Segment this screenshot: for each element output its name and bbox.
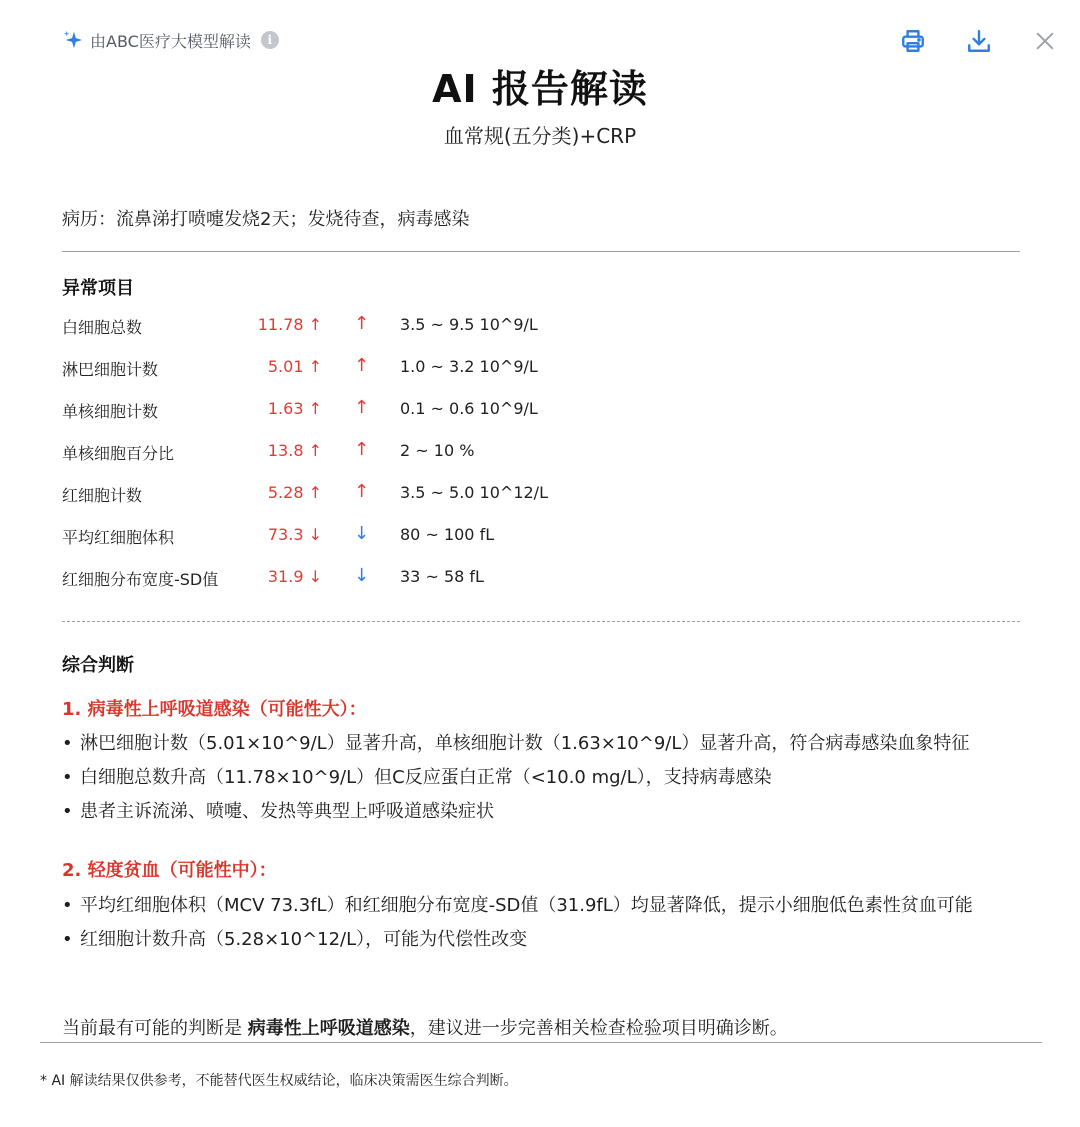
item-value: 31.9 ↓ xyxy=(267,567,322,586)
table-row xyxy=(62,347,762,389)
assessment-heading: 综合判断 xyxy=(62,655,134,676)
dashed-divider xyxy=(62,621,1020,622)
print-icon xyxy=(900,28,926,54)
arrow-up-icon: ↑ xyxy=(354,481,370,502)
medical-history: 病历：流鼻涕打喷嚏发烧2天；发烧待查，病毒感染 xyxy=(62,209,470,230)
download-button[interactable] xyxy=(964,26,994,56)
table-row xyxy=(62,473,762,515)
brand-bar xyxy=(62,28,279,52)
diagnosis-title: 2. 轻度贫血（可能性中）： xyxy=(62,860,277,881)
list-item: • 平均红细胞体积（MCV 73.3fL）和红细胞分布宽度-SD值（31.9fL）均显著降低，提示小细胞低色素性贫血可能 xyxy=(62,893,1024,919)
item-name: 红细胞分布宽度-SD值 xyxy=(62,570,219,589)
arrow-up-icon: ↑ xyxy=(354,355,370,376)
arrow-down-icon: ↓ xyxy=(354,523,370,544)
item-name: 红细胞计数 xyxy=(62,486,143,505)
arrow-down-icon: ↓ xyxy=(354,565,370,586)
table-row xyxy=(62,515,762,557)
item-range: 1.0 ~ 3.2 10^9/L xyxy=(400,357,538,376)
toolbar xyxy=(898,26,1060,56)
conclusion-highlight: 病毒性上呼吸道感染 xyxy=(247,1018,410,1039)
page-subtitle: 血常规(五分类)+CRP xyxy=(443,124,637,148)
disclaimer: * AI 解读结果仅供参考，不能替代医生权威结论，临床决策需医生综合判断。 xyxy=(40,1073,518,1089)
abnormal-heading: 异常项目 xyxy=(62,278,134,299)
item-range: 2 ~ 10 % xyxy=(400,441,475,460)
item-value: 13.8 ↑ xyxy=(267,441,322,460)
item-value: 11.78 ↑ xyxy=(257,315,322,334)
arrow-up-icon: ↑ xyxy=(354,397,370,418)
brand-label: 由ABC医疗大模型解读 xyxy=(90,31,251,51)
arrow-up-icon: ↑ xyxy=(354,313,370,334)
list-item: • 白细胞总数升高（11.78×10^9/L）但C反应蛋白正常（<10.0 mg/L），支持病毒感染 xyxy=(62,765,1032,791)
conclusion xyxy=(62,1014,788,1040)
item-value: 1.63 ↑ xyxy=(267,399,322,418)
diagnosis-evidence-list xyxy=(62,893,1024,961)
table-row xyxy=(62,557,762,599)
page-title: AI 报告解读 xyxy=(432,67,648,111)
item-range: 3.5 ~ 9.5 10^9/L xyxy=(400,315,538,334)
close-button[interactable] xyxy=(1030,26,1060,56)
item-name: 平均红细胞体积 xyxy=(62,528,175,547)
close-icon xyxy=(1034,30,1056,52)
item-name: 白细胞总数 xyxy=(62,318,143,337)
list-item: • 红细胞计数升高（5.28×10^12/L），可能为代偿性改变 xyxy=(62,927,1024,953)
item-name: 单核细胞百分比 xyxy=(62,444,175,463)
item-value: 5.01 ↑ xyxy=(267,357,322,376)
arrow-up-icon: ↑ xyxy=(354,439,370,460)
list-item: • 患者主诉流涕、喷嚏、发热等典型上呼吸道感染症状 xyxy=(62,799,1032,825)
divider xyxy=(62,251,1020,252)
table-row xyxy=(62,389,762,431)
item-value: 5.28 ↑ xyxy=(267,483,322,502)
conclusion-prefix: 当前最有可能的判断是 xyxy=(62,1018,248,1039)
item-range: 33 ~ 58 fL xyxy=(400,567,484,586)
table-row xyxy=(62,431,762,473)
list-item: • 淋巴细胞计数（5.01×10^9/L）显著升高，单核细胞计数（1.63×10^9/L）显著升高，符合病毒感染血象特征 xyxy=(62,731,1032,757)
diagnosis-evidence-list xyxy=(62,731,1032,833)
item-name: 淋巴细胞计数 xyxy=(62,360,159,379)
item-name: 单核细胞计数 xyxy=(62,402,159,421)
item-range: 80 ~ 100 fL xyxy=(400,525,495,544)
abnormal-table xyxy=(62,305,762,599)
download-icon xyxy=(966,28,992,54)
item-range: 0.1 ~ 0.6 10^9/L xyxy=(400,399,538,418)
item-value: 73.3 ↓ xyxy=(267,525,322,544)
sparkle-icon xyxy=(62,29,84,51)
item-range: 3.5 ~ 5.0 10^12/L xyxy=(400,483,548,502)
diagnosis-title: 1. 病毒性上呼吸道感染（可能性大）： xyxy=(62,699,367,720)
footer-divider xyxy=(40,1042,1042,1043)
print-button[interactable] xyxy=(898,26,928,56)
table-row xyxy=(62,305,762,347)
conclusion-suffix: ，建议进一步完善相关检查检验项目明确诊断。 xyxy=(409,1018,788,1039)
info-icon[interactable]: i xyxy=(261,31,279,49)
